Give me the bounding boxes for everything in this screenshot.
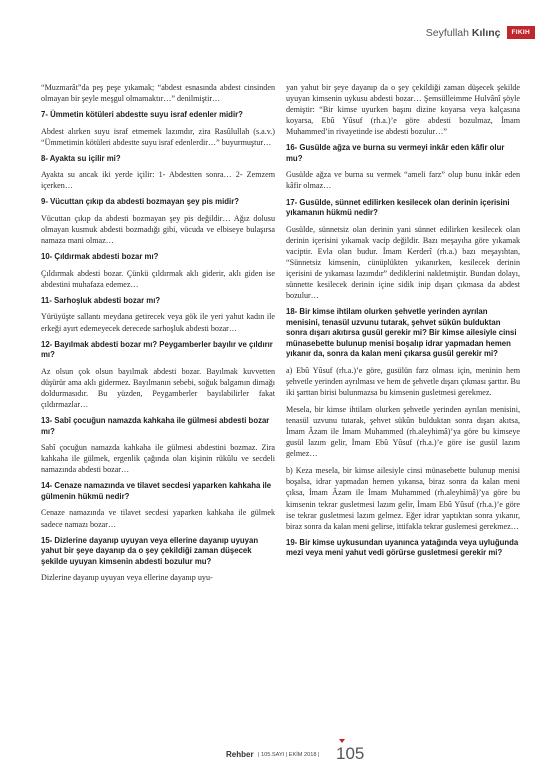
- author-first-name: Seyfullah: [425, 26, 469, 39]
- right-column: [286, 82, 520, 564]
- issue-info: | 105.SAYI | EKİM 2018 |: [258, 752, 320, 758]
- body-paragraph: yan yahut bir şeye dayanıp da o şey çekildiği zaman düşecek şekilde uyuyan kimsenin uykusu abdesti bozar… Şemsülleimme Hulvânî şöyle demiştir: “Bir kimse uyurken başını dizine koyarsa veya kalçasına koyarsa, Ebû Yûsuf (rh.a.)’e göre abdesti bozulmaz, İmam Muhammed’in rivayetinde ise abdesti bozulur…”: [286, 83, 520, 137]
- question-heading: 11- Sarhoşluk abdesti bozar mı?: [41, 295, 161, 305]
- body-paragraph: Mesela, bir kimse ihtilam olurken şehvetle yerinden ayrılan menisini, tenasül uzvunu tutarak, şehvet sükûn bulduktan sonra dışarı akıtsa, İmam Âzam ile İmam Muhammed (rh.aleyhimâ)’ya göre bu kimseye gusül lazım gelir, İmam Ebû Yûsuf (rh.a.)’e göre ise gusül lazım gelmez…: [286, 405, 520, 459]
- body-paragraph: Yürüyüşte sallantı meydana getirecek veya gök ile yeri yahut kadın ile erkeği ayırt edemeyecek derecede sarhoşluk abdesti bozar…: [41, 312, 275, 333]
- body-paragraph: “Muzmarât”da peş peşe yıkamak; “abdest esnasında abdest cinsinden olmayan bir şeyle meşgul olmamaktır…” denilmiştir…: [41, 83, 275, 104]
- question-heading: 13- Sabî çocuğun namazda kahkaha ile gülmesi abdesti bozar mı?: [41, 415, 270, 436]
- page-header: [426, 26, 535, 39]
- page-number: 105: [336, 744, 365, 763]
- question-heading: 12- Bayılmak abdesti bozar mı? Peygamberler bayılır ve çıldırır mı?: [41, 339, 273, 360]
- question-heading: 18- Bir kimse ihtilam olurken şehvetle yerinden ayrılan menisini, tenasül uzvunu tutarak, şehvet sükûn bulduktan sonra dışarı akıtırsa gusül gerekir mi? Bir kimse ailesiyle cinsi münasebette bulunup menisi boşalıp idrar yapmadan hemen yıkanır da, sonra da kalan meni çıkarsa gusül gerekir mi?: [286, 307, 517, 359]
- question-heading: 16- Gusülde ağza ve burna su vermeyi inkâr eden kâfir olur mu?: [286, 143, 505, 163]
- question-heading: 19- Bir kimse uykusundan uyanınca yatağında veya uyluğunda mezi veya meni yahut vedi görürse gusletmesi gerekir mi?: [286, 537, 519, 558]
- body-paragraph: Dizlerine dayanıp uyuyan veya ellerine dayanıp uyu-: [41, 573, 213, 583]
- page-footer: [0, 745, 553, 765]
- body-paragraph: b) Keza mesela, bir kimse ailesiyle cinsi münasebette bulunup menisi boşalsa, idrar yapmadan hemen yıkansa, biraz sonra da kalan meni çıksa, İmam Âzam ile İmam Muhammed (rh.aleyhimâ)’ya göre bu kimsenin tekrar gusletmesi lazım gelir, İmam Ebû Yûsuf (rh.a.)’e göre ise tekrar gusletmesi lazım gelmez. Eğer idrar yaptıktan sonra yıkanır, biraz sonra da kalan meni gelirse, ittifakla tekrar guslemesi gerekmez…: [286, 466, 520, 531]
- question-heading: 7- Ümmetin kötüleri abdestte suyu israf edenler midir?: [41, 110, 243, 120]
- question-heading: 17- Gusülde, sünnet edilirken kesilecek olan derinin içerisini yıkamanın hükmü nedir?: [286, 197, 510, 218]
- body-paragraph: a) Ebû Yûsuf (rh.a.)’e göre, gusülün farz olması için, meninin hem şehvetle yerinden ayrılması ve hem de şehvetle dışarı çıkması şarttır. Bu iki şarttan birisi bulunmazsa bu kimsenin gusletmesi gerekmez.: [286, 366, 520, 398]
- page-marker-icon: [339, 739, 345, 743]
- author-name: [426, 27, 501, 39]
- body-paragraph: Gusülde, sünnetsiz olan derinin yani sünnet edilirken kesilecek olan derinin içerisini yıkamak vacip değildir. Bazı meşayıha göre yıkamak vaciptir. Evla olan budur. İmam Kerderî (rh.a.) bazı meşayıhtan, “Sünnetsiz kimsenin, cünüplükten yıkanırken, kesilecek derinin içerisini de yıkaması lazımdır” dediklerini nakletmiştir. Bundan dolayı, sünnette kesilecek derinin içine sidik inip dışarı çıkmasa da abdest bozulur…: [286, 224, 520, 300]
- author-last-name: Kılınç: [471, 26, 501, 39]
- left-column: [41, 82, 275, 589]
- body-paragraph: Az olsun çok olsun bayılmak abdesti bozar. Bayılmak kuvvetten düşürür ama aklı gidermez. Bayılmanın sebebi, soğuk balgamın dimağı doldurmasıdır. Bu yüzden, Peygamberler bayılabilirler fakat çıldırmazlar…: [41, 366, 275, 409]
- body-paragraph: Gusülde ağza ve burna su vermek “ameli farz” olup bunu inkâr eden kâfir olmaz…: [286, 170, 520, 191]
- body-paragraph: Ayakta su ancak iki yerde içilir: 1- Abdestten sonra… 2- Zemzem içerken…: [41, 170, 275, 191]
- body-paragraph: Sabî çocuğun namazda kahkaha ile gülmesi abdestini bozmaz. Zira kahkaha ile gülmek, ergenlik çağında olan kişinin rükûlu ve secdeli namazında abdesti bozar…: [41, 443, 275, 475]
- question-heading: 8- Ayakta su içilir mi?: [41, 153, 121, 163]
- magazine-brand: Rehber: [226, 750, 254, 759]
- body-paragraph: Cenaze namazında ve tilavet secdesi yaparken kahkaha ile gülmek sadece namazı bozar…: [41, 508, 275, 529]
- question-heading: 15- Dizlerine dayanıp uyuyan veya ellerine dayanıp uyuyan yahut bir şeye dayanıp da o şey çekildiği zaman düşecek şekilde uyuyan kimsenin abdesti bozulur mu?: [41, 535, 259, 566]
- section-badge: FIKIH: [507, 26, 535, 39]
- question-heading: 14- Cenaze namazında ve tilavet secdesi yaparken kahkaha ile gülmenin hükmü nedir?: [41, 481, 272, 501]
- body-paragraph: Abdest alırken suyu israf etmemek lazımdır, zira Rasûlullah (s.a.v.) “Ümmetimin kötüleri abdestte suyu israf edenlerdir…” buyurmuştur…: [41, 126, 275, 147]
- body-paragraph: Vücuttan çıkıp da abdesti bozmayan şey pis değildir… Ağız dolusu olmayan kusmuk abdesti bozmadığı gibi, vücuda ve elbiseye bulaşırsa namaza mani olmaz…: [41, 214, 275, 246]
- question-heading: 9- Vücuttan çıkıp da abdesti bozmayan şey pis midir?: [41, 197, 240, 207]
- body-paragraph: Çıldırmak abdesti bozar. Çünkü çıldırmak aklı giderir, aklı giden ise abdestini muhafaza edemez…: [41, 268, 275, 289]
- question-heading: 10- Çıldırmak abdesti bozar mı?: [41, 252, 159, 262]
